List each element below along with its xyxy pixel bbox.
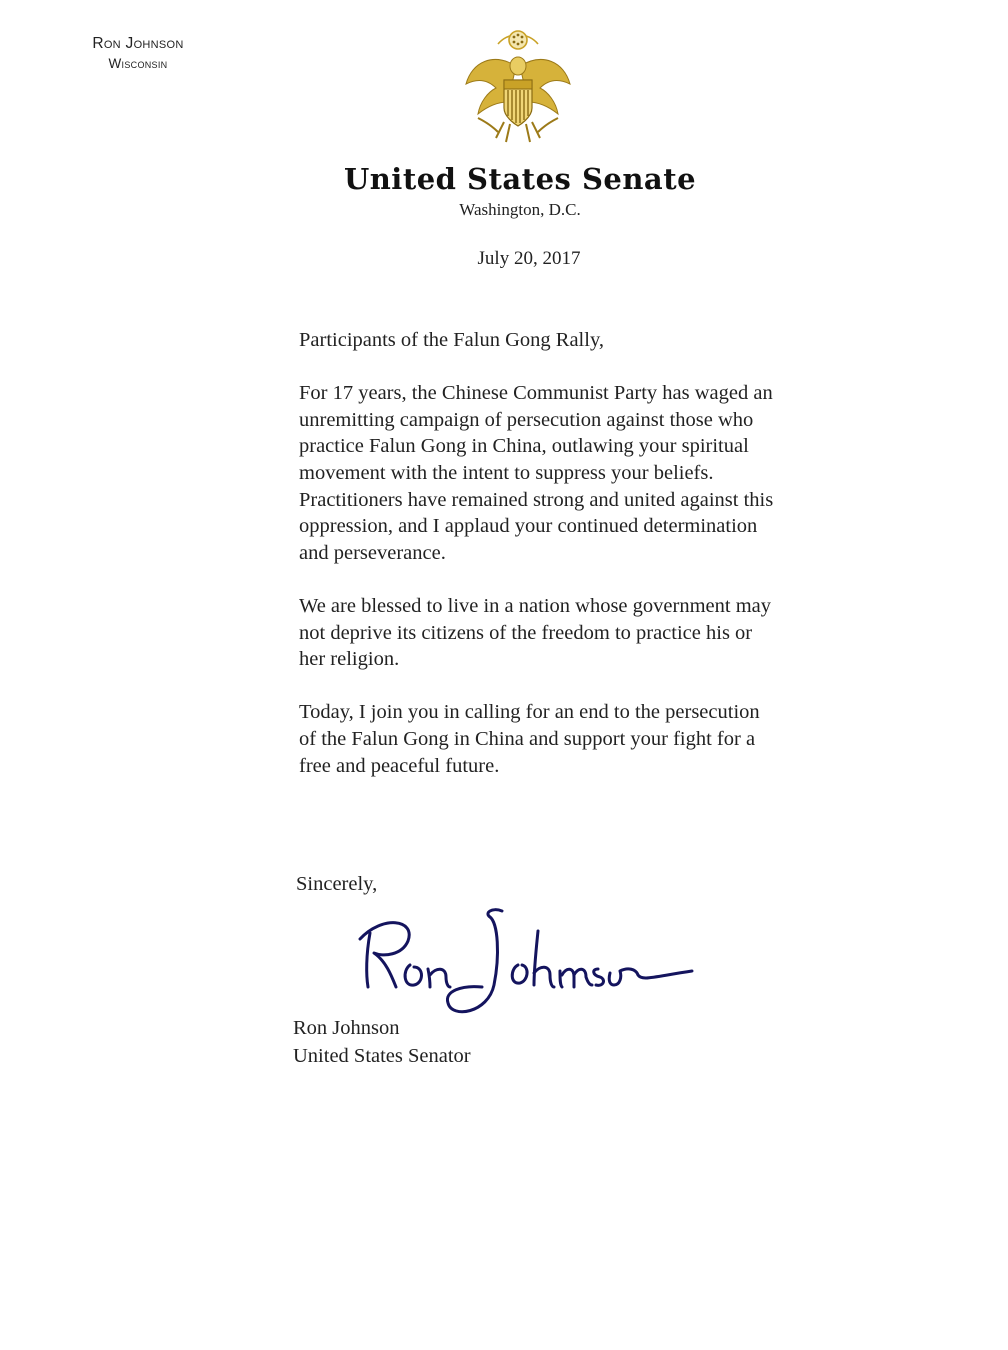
signer-block: [293, 1014, 471, 1070]
body-paragraph: We are blessed to live in a nation whose government may not deprive its citizens of the freedom to practice his or her religion.: [299, 594, 771, 671]
great-seal-eagle-icon: [458, 22, 578, 152]
salutation: Participants of the Falun Gong Rally,: [299, 329, 604, 351]
handwritten-signature-icon: [352, 895, 712, 1025]
body-paragraph: For 17 years, the Chinese Communist Party has waged an unremitting campaign of persecution against those who practice Falun Gong in China, outlawing your spiritual movement with the intent to suppress your beliefs. Practitioners have remained strong and united against this oppression, and I applaud your continued determination and perseverance.: [299, 382, 774, 564]
signer-name: Ron Johnson: [293, 1017, 400, 1039]
institution-city: Washington, D.C.: [459, 200, 581, 219]
sender-name: Ron Johnson: [92, 35, 184, 52]
signer-title: United States Senator: [293, 1045, 471, 1067]
letter-body: [299, 327, 779, 806]
body-paragraph: Today, I join you in calling for an end to the persecution of the Falun Gong in China and support your fight for a free and peaceful future.: [299, 701, 760, 777]
institution-name: United States Senate: [343, 162, 697, 196]
closing: Sincerely,: [296, 873, 378, 895]
sender-block: [58, 34, 218, 74]
sender-state: Wisconsin: [108, 56, 168, 71]
letter-date: July 20, 2017: [477, 248, 581, 269]
